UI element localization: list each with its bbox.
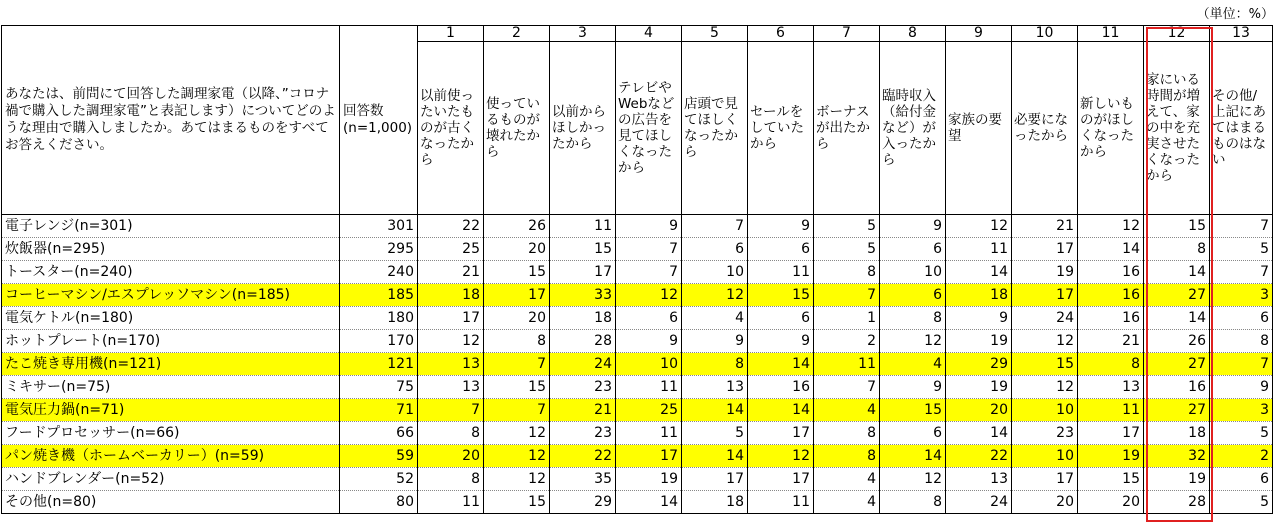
value-cell: 14 xyxy=(880,445,946,468)
value-cell: 12 xyxy=(880,468,946,491)
value-cell: 11 xyxy=(616,376,682,399)
value-cell: 7 xyxy=(616,238,682,261)
row-label: パン焼き機（ホームベーカリー）(n=59) xyxy=(2,445,340,468)
value-cell: 1 xyxy=(814,307,880,330)
value-cell: 8 xyxy=(880,307,946,330)
value-cell: 8 xyxy=(1078,353,1144,376)
row-count: 66 xyxy=(340,422,418,445)
value-cell: 13 xyxy=(418,353,484,376)
reason-header: 使っているものが壊れたから xyxy=(484,42,550,215)
value-cell: 16 xyxy=(1144,376,1210,399)
value-cell: 12 xyxy=(946,215,1012,238)
unit-label: （単位：%） xyxy=(1196,7,1274,22)
row-label: ミキサー(n=75) xyxy=(2,376,340,399)
value-cell: 10 xyxy=(682,261,748,284)
reason-header: その他/上記にあてはまるものはない xyxy=(1210,42,1273,215)
value-cell: 14 xyxy=(748,399,814,422)
value-cell: 9 xyxy=(880,376,946,399)
value-cell: 27 xyxy=(1144,284,1210,307)
value-cell: 17 xyxy=(748,468,814,491)
column-number: 10 xyxy=(1012,26,1078,42)
value-cell: 21 xyxy=(1012,215,1078,238)
column-number: 8 xyxy=(880,26,946,42)
value-cell: 14 xyxy=(1144,261,1210,284)
column-number: 12 xyxy=(1144,26,1210,42)
value-cell: 9 xyxy=(682,330,748,353)
value-cell: 10 xyxy=(616,353,682,376)
value-cell: 15 xyxy=(1012,353,1078,376)
value-cell: 20 xyxy=(484,238,550,261)
value-cell: 11 xyxy=(418,491,484,514)
value-cell: 17 xyxy=(616,445,682,468)
table-row xyxy=(2,445,1273,468)
value-cell: 4 xyxy=(682,307,748,330)
value-cell: 19 xyxy=(616,468,682,491)
table-row xyxy=(2,307,1273,330)
row-count: 185 xyxy=(340,284,418,307)
value-cell: 7 xyxy=(484,353,550,376)
value-cell: 12 xyxy=(748,445,814,468)
reason-header: 以前からほしかったから xyxy=(550,42,616,215)
value-cell: 8 xyxy=(682,353,748,376)
row-count: 59 xyxy=(340,445,418,468)
table-row xyxy=(2,284,1273,307)
value-cell: 4 xyxy=(814,468,880,491)
value-cell: 18 xyxy=(946,284,1012,307)
value-cell: 6 xyxy=(1210,468,1273,491)
row-count: 52 xyxy=(340,468,418,491)
value-cell: 8 xyxy=(1144,238,1210,261)
value-cell: 20 xyxy=(1012,491,1078,514)
value-cell: 29 xyxy=(550,491,616,514)
survey-table xyxy=(1,25,1273,514)
column-number: 13 xyxy=(1210,26,1273,42)
value-cell: 17 xyxy=(748,422,814,445)
value-cell: 14 xyxy=(946,422,1012,445)
value-cell: 6 xyxy=(880,422,946,445)
table-row xyxy=(2,330,1273,353)
value-cell: 19 xyxy=(946,376,1012,399)
value-cell: 15 xyxy=(880,399,946,422)
value-cell: 3 xyxy=(1210,284,1273,307)
value-cell: 21 xyxy=(550,399,616,422)
value-cell: 5 xyxy=(1210,238,1273,261)
value-cell: 19 xyxy=(1078,445,1144,468)
value-cell: 5 xyxy=(1210,422,1273,445)
value-cell: 4 xyxy=(814,491,880,514)
value-cell: 17 xyxy=(1012,284,1078,307)
value-cell: 10 xyxy=(1012,399,1078,422)
value-cell: 25 xyxy=(616,399,682,422)
value-cell: 16 xyxy=(748,376,814,399)
table-row xyxy=(2,468,1273,491)
value-cell: 6 xyxy=(616,307,682,330)
column-number: 4 xyxy=(616,26,682,42)
value-cell: 5 xyxy=(1210,491,1273,514)
value-cell: 8 xyxy=(880,491,946,514)
value-cell: 7 xyxy=(682,215,748,238)
value-cell: 16 xyxy=(1078,284,1144,307)
value-cell: 5 xyxy=(682,422,748,445)
value-cell: 15 xyxy=(484,491,550,514)
value-cell: 11 xyxy=(748,491,814,514)
value-cell: 22 xyxy=(418,215,484,238)
value-cell: 22 xyxy=(550,445,616,468)
value-cell: 12 xyxy=(880,330,946,353)
value-cell: 14 xyxy=(748,353,814,376)
column-number: 2 xyxy=(484,26,550,42)
row-count: 80 xyxy=(340,491,418,514)
value-cell: 9 xyxy=(748,215,814,238)
value-cell: 7 xyxy=(418,399,484,422)
value-cell: 14 xyxy=(1078,238,1144,261)
value-cell: 13 xyxy=(946,468,1012,491)
reason-header: 以前使ったいたものが古くなったから xyxy=(418,42,484,215)
row-count: 75 xyxy=(340,376,418,399)
row-label: たこ焼き専用機(n=121) xyxy=(2,353,340,376)
value-cell: 7 xyxy=(1210,215,1273,238)
value-cell: 16 xyxy=(1078,261,1144,284)
value-cell: 17 xyxy=(1078,422,1144,445)
column-number-row xyxy=(2,26,1273,42)
value-cell: 14 xyxy=(682,399,748,422)
value-cell: 9 xyxy=(1210,376,1273,399)
value-cell: 15 xyxy=(550,238,616,261)
value-cell: 7 xyxy=(1210,353,1273,376)
table-body xyxy=(2,215,1273,514)
value-cell: 3 xyxy=(1210,399,1273,422)
value-cell: 21 xyxy=(418,261,484,284)
row-label: 電子レンジ(n=301) xyxy=(2,215,340,238)
value-cell: 24 xyxy=(550,353,616,376)
row-label: 電気圧力鍋(n=71) xyxy=(2,399,340,422)
value-cell: 24 xyxy=(1012,307,1078,330)
value-cell: 10 xyxy=(880,261,946,284)
reason-header: 必要になったから xyxy=(1012,42,1078,215)
value-cell: 10 xyxy=(1012,445,1078,468)
value-cell: 4 xyxy=(880,353,946,376)
column-number: 5 xyxy=(682,26,748,42)
value-cell: 11 xyxy=(814,353,880,376)
value-cell: 35 xyxy=(550,468,616,491)
reason-header: 家にいる時間が増えて、家の中を充実させたくなったから xyxy=(1144,42,1210,215)
value-cell: 15 xyxy=(1078,468,1144,491)
value-cell: 17 xyxy=(550,261,616,284)
value-cell: 26 xyxy=(484,215,550,238)
value-cell: 13 xyxy=(418,376,484,399)
value-cell: 6 xyxy=(880,238,946,261)
value-cell: 17 xyxy=(1012,468,1078,491)
value-cell: 11 xyxy=(946,238,1012,261)
value-cell: 9 xyxy=(616,330,682,353)
value-cell: 25 xyxy=(418,238,484,261)
table-row xyxy=(2,238,1273,261)
value-cell: 28 xyxy=(550,330,616,353)
value-cell: 22 xyxy=(946,445,1012,468)
row-count: 295 xyxy=(340,238,418,261)
value-cell: 18 xyxy=(1144,422,1210,445)
value-cell: 6 xyxy=(748,307,814,330)
value-cell: 23 xyxy=(550,422,616,445)
value-cell: 24 xyxy=(946,491,1012,514)
value-cell: 9 xyxy=(946,307,1012,330)
value-cell: 12 xyxy=(418,330,484,353)
value-cell: 17 xyxy=(682,468,748,491)
value-cell: 20 xyxy=(418,445,484,468)
value-cell: 11 xyxy=(748,261,814,284)
value-cell: 20 xyxy=(946,399,1012,422)
table-row xyxy=(2,261,1273,284)
value-cell: 12 xyxy=(484,445,550,468)
value-cell: 20 xyxy=(484,307,550,330)
table-row xyxy=(2,215,1273,238)
reason-header: 臨時収入（給付金など）が入ったから xyxy=(880,42,946,215)
value-cell: 7 xyxy=(814,284,880,307)
row-label: 電気ケトル(n=180) xyxy=(2,307,340,330)
value-cell: 19 xyxy=(1012,261,1078,284)
value-cell: 8 xyxy=(814,422,880,445)
value-cell: 6 xyxy=(880,284,946,307)
reason-header: セールをしていたから xyxy=(748,42,814,215)
value-cell: 5 xyxy=(814,238,880,261)
value-cell: 12 xyxy=(616,284,682,307)
value-cell: 13 xyxy=(682,376,748,399)
value-cell: 15 xyxy=(748,284,814,307)
value-cell: 23 xyxy=(550,376,616,399)
column-number: 7 xyxy=(814,26,880,42)
value-cell: 14 xyxy=(946,261,1012,284)
value-cell: 5 xyxy=(814,215,880,238)
row-count: 240 xyxy=(340,261,418,284)
value-cell: 7 xyxy=(484,399,550,422)
value-cell: 12 xyxy=(1078,215,1144,238)
table-row xyxy=(2,353,1273,376)
column-number: 9 xyxy=(946,26,1012,42)
value-cell: 15 xyxy=(484,376,550,399)
column-number: 3 xyxy=(550,26,616,42)
value-cell: 8 xyxy=(1210,330,1273,353)
row-label: コーヒーマシン/エスプレッソマシン(n=185) xyxy=(2,284,340,307)
value-cell: 11 xyxy=(1078,399,1144,422)
value-cell: 4 xyxy=(814,399,880,422)
value-cell: 14 xyxy=(1144,307,1210,330)
row-label: トースター(n=240) xyxy=(2,261,340,284)
value-cell: 7 xyxy=(814,376,880,399)
value-cell: 8 xyxy=(814,261,880,284)
value-cell: 6 xyxy=(748,238,814,261)
value-cell: 26 xyxy=(1144,330,1210,353)
value-cell: 18 xyxy=(682,491,748,514)
value-cell: 13 xyxy=(1078,376,1144,399)
value-cell: 14 xyxy=(682,445,748,468)
reason-header: 店頭で見てほしくなったから xyxy=(682,42,748,215)
value-cell: 17 xyxy=(484,284,550,307)
value-cell: 12 xyxy=(682,284,748,307)
value-cell: 29 xyxy=(946,353,1012,376)
value-cell: 6 xyxy=(682,238,748,261)
table-row xyxy=(2,491,1273,514)
row-count: 180 xyxy=(340,307,418,330)
value-cell: 27 xyxy=(1144,399,1210,422)
reason-header: ボーナスが出たから xyxy=(814,42,880,215)
value-cell: 2 xyxy=(814,330,880,353)
value-cell: 8 xyxy=(418,468,484,491)
value-cell: 12 xyxy=(484,422,550,445)
value-cell: 14 xyxy=(616,491,682,514)
value-cell: 19 xyxy=(946,330,1012,353)
value-cell: 15 xyxy=(1144,215,1210,238)
value-cell: 18 xyxy=(418,284,484,307)
value-cell: 18 xyxy=(550,307,616,330)
row-label: ホットプレート(n=170) xyxy=(2,330,340,353)
value-cell: 6 xyxy=(1210,307,1273,330)
table-row xyxy=(2,399,1273,422)
value-cell: 7 xyxy=(1210,261,1273,284)
value-cell: 9 xyxy=(880,215,946,238)
value-cell: 20 xyxy=(1078,491,1144,514)
value-cell: 32 xyxy=(1144,445,1210,468)
value-cell: 27 xyxy=(1144,353,1210,376)
row-count: 71 xyxy=(340,399,418,422)
value-cell: 8 xyxy=(418,422,484,445)
question-text: あなたは、前問にて回答した調理家電（以降、”コロナ禍で購入した調理家電”と表記します）についてどのような理由で購入しましたか。あてはまるものをすべてお答えください。 xyxy=(2,26,340,215)
row-label: 炊飯器(n=295) xyxy=(2,238,340,261)
value-cell: 17 xyxy=(418,307,484,330)
value-cell: 28 xyxy=(1144,491,1210,514)
value-cell: 9 xyxy=(748,330,814,353)
column-number: 1 xyxy=(418,26,484,42)
reason-header: テレビやWebなどの広告を見てほしくなったから xyxy=(616,42,682,215)
value-cell: 8 xyxy=(484,330,550,353)
value-cell: 33 xyxy=(550,284,616,307)
table-row xyxy=(2,376,1273,399)
value-cell: 15 xyxy=(484,261,550,284)
value-cell: 21 xyxy=(1078,330,1144,353)
value-cell: 7 xyxy=(616,261,682,284)
row-label: ハンドブレンダー(n=52) xyxy=(2,468,340,491)
value-cell: 12 xyxy=(484,468,550,491)
value-cell: 19 xyxy=(1144,468,1210,491)
value-cell: 12 xyxy=(1012,330,1078,353)
value-cell: 8 xyxy=(814,445,880,468)
value-cell: 2 xyxy=(1210,445,1273,468)
row-label: その他(n=80) xyxy=(2,491,340,514)
row-label: フードプロセッサー(n=66) xyxy=(2,422,340,445)
reason-header: 新しいものがほしくなったから xyxy=(1078,42,1144,215)
column-number: 6 xyxy=(748,26,814,42)
value-cell: 16 xyxy=(1078,307,1144,330)
value-cell: 12 xyxy=(1012,376,1078,399)
table-row xyxy=(2,422,1273,445)
value-cell: 23 xyxy=(1012,422,1078,445)
count-header: 回答数 (n=1,000) xyxy=(340,26,418,215)
value-cell: 17 xyxy=(1012,238,1078,261)
value-cell: 9 xyxy=(616,215,682,238)
value-cell: 11 xyxy=(550,215,616,238)
row-count: 121 xyxy=(340,353,418,376)
reason-header: 家族の要望 xyxy=(946,42,1012,215)
row-count: 170 xyxy=(340,330,418,353)
value-cell: 11 xyxy=(616,422,682,445)
column-number: 11 xyxy=(1078,26,1144,42)
row-count: 301 xyxy=(340,215,418,238)
